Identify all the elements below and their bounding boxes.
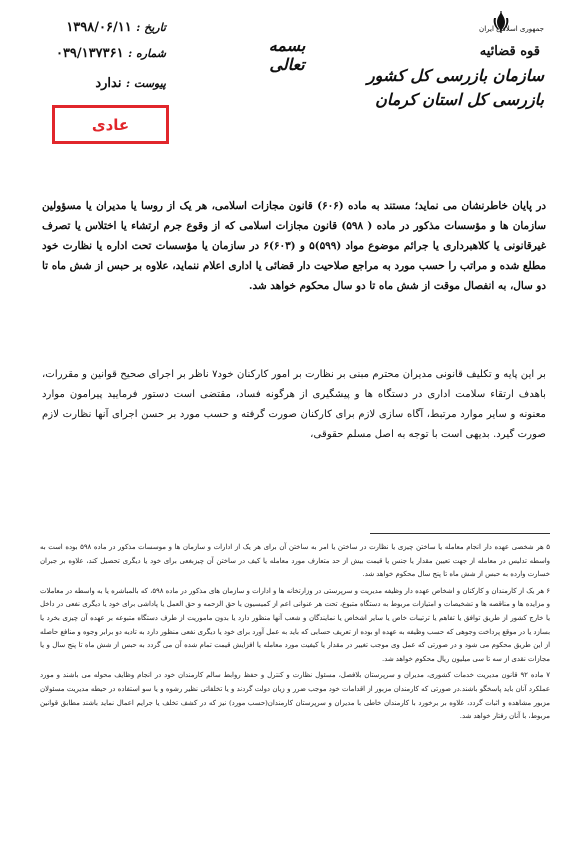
footnote-6: ۶ هر یک از کارمندان و کارکنان و اشخاص عهده دار وظیفه مدیریت و سرپرستی در وزارتخانه ها و ادارات و سازمان های مذکور در ماده ۵۹۸، که بالمباشره یا به واسطه در معاملات و مزایده ها و مناقصه ها و تشخیصات و امتیازات مربوط به دستگاه متبوع، تحت هر عنوانی اعم از کمیسیون یا حق الزحمه و حق العمل یا پاداشی برای خود یا دیگری نفعی در داخل یا خارج کشور از طریق توافق یا تفاهم یا ترتیبات خاص یا سایر اشخاص یا نمایندگان و شعب آنها منظور دارد یا بدون ماموریت از طرف دستگاه متبوعه بر عهده آن چیزی بخرد یا بسازد یا در موقع پرداخت وجوهی که حسب وظیفه به عهده او بوده از تعریف حسابی که باید به عمل آورد برای خود یا دیگری نفعی منظور دارد به تادیه دو برابر وجوه و منافع حاصله از این طریق محکوم می شود و در صورتی که عمل وی موجب تغییر در مقدار یا کیفیت مورد معامله یا افزایش قیمت تمام شده آن می گردد به حبس از شش ماه تا پنج سال و یا مجازات نقدی از سه تا سی میلیون ریال محکوم خواهد شد. xyxy=(40,586,550,663)
judiciary-name: قوه قضائیه xyxy=(479,44,540,59)
organization-name: سازمان بازرسی کل کشور xyxy=(366,66,544,85)
number-value: ۰۳۹/۱۳۷۳۶۱ xyxy=(55,46,124,61)
body-paragraph-1: در پایان خاطرنشان می نماید؛ مستند به ماده (۶۰۶) قانون مجازات اسلامی، هر یک از روسا یا مدیران یا مسؤولین سازمان ها و مؤسسات مذکور در ماده ( ۵۹۸) قانون مجازات اسلامی که از وقوع جرم ارتشاء یا اختلاس یا تصرف غیرقانونی یا کلاهبرداری یا جرائم موضوع مواد (۵۹۹)۵ و (۶۰۳)۶ در سازمان یا مؤسسات تحت اداره یا نظارت خود مطلع شده و مراتب را حسب مورد به مراجع صلاحیت دار قضائی یا اداری اعلام ننماید، علاوه بر حبس از شش ماه تا دو سال، به انفصال موقت از شش ماه تا دو سال محکوم خواهد شد. xyxy=(42,200,547,292)
government-line: جمهوری اسلامی ایران xyxy=(479,25,544,33)
footnote-divider xyxy=(370,533,550,534)
footnote-7: ۷ ماده ۹۲ قانون مدیریت خدمات کشوری، مدیران و سرپرستان بلافصل، مسئول نظارت و کنترل و حفظ روابط سالم کارمندان خود در انجام وظایف محوله می باشند و مورد عملکرد آنان باید پاسخگو باشند.در صورتی که کارمندان مزبور از اقدامات خود موجب ضرر و زیان دولت گردند و یا تخلفاتی نظیر رشوه و یا سو استفاده در حیطه مدیریت مسئولان مزبور مشاهده و اثبات گردد، علاوه بر برخورد با کارمندان خاطی با مدیران و سرپرستان کارمندان(حسب مورد) نیز که در کشف تخلف یا جرایم اعمال نماید باشند مطابق قوانین مربوط، با آنان رفتار خواهد شد. xyxy=(40,671,550,721)
attachment-line xyxy=(46,76,166,91)
number-line xyxy=(46,46,166,61)
footnote-5: ۵ هر شخصی عهده دار انجام معامله یا ساختن چیزی یا نظارت در ساختن یا امر به ساختن آن برای هر یک از ادارات و سازمان ها و موسسات مذکور در ماده ۵۹۸ بوده است به واسطه تدلیس در معامله از جهت تعیین مقدار یا جنس یا قیمت بیش از حد متعارف مورد معامله یا کیف در ساختن آن چیزبغعی برای خود یا دیگری تحصیل کند، علاوه بر جبران خسارت وارده به حبس از شش ماه تا پنج سال محکوم خواهد شد. xyxy=(40,543,550,579)
branch-name: بازرسی کل استان کرمان xyxy=(375,90,544,109)
number-label: شماره : xyxy=(128,47,166,60)
attachment-value: ندارد xyxy=(95,76,122,91)
body-paragraph-2: بر این پایه و تکلیف قانونی مدیران محترم مبنی بر نظارت بر امور کارکنان خود۷ ناظر بر اجرای صحیح قوانین و مقررات، باهدف ارتقاء سلامت اداری در دستگاه ها و پیشگیری از هرگونه فساد، مقتضی است دستور فرمایید پیرامون موارد معنونه و سایر موارد مرتبط، آگاه سازی لازم برای کارکنان صورت گرفته و حسب مورد بر حسن اجرای آنها نظارت لازم صورت گیرد. بدیهی است با توجه به اصل مسلم حقوقی، xyxy=(42,369,546,440)
date-label: تاریخ : xyxy=(136,21,166,34)
date-line xyxy=(46,20,166,35)
classification-stamp: عادی xyxy=(52,105,169,144)
bismillah-heading: بسمه تعالی xyxy=(268,36,306,74)
footnotes-section xyxy=(40,541,550,727)
date-value: ۱۳۹۸/۰۶/۱۱ xyxy=(66,20,132,35)
attachment-label: پیوست : xyxy=(126,77,166,90)
